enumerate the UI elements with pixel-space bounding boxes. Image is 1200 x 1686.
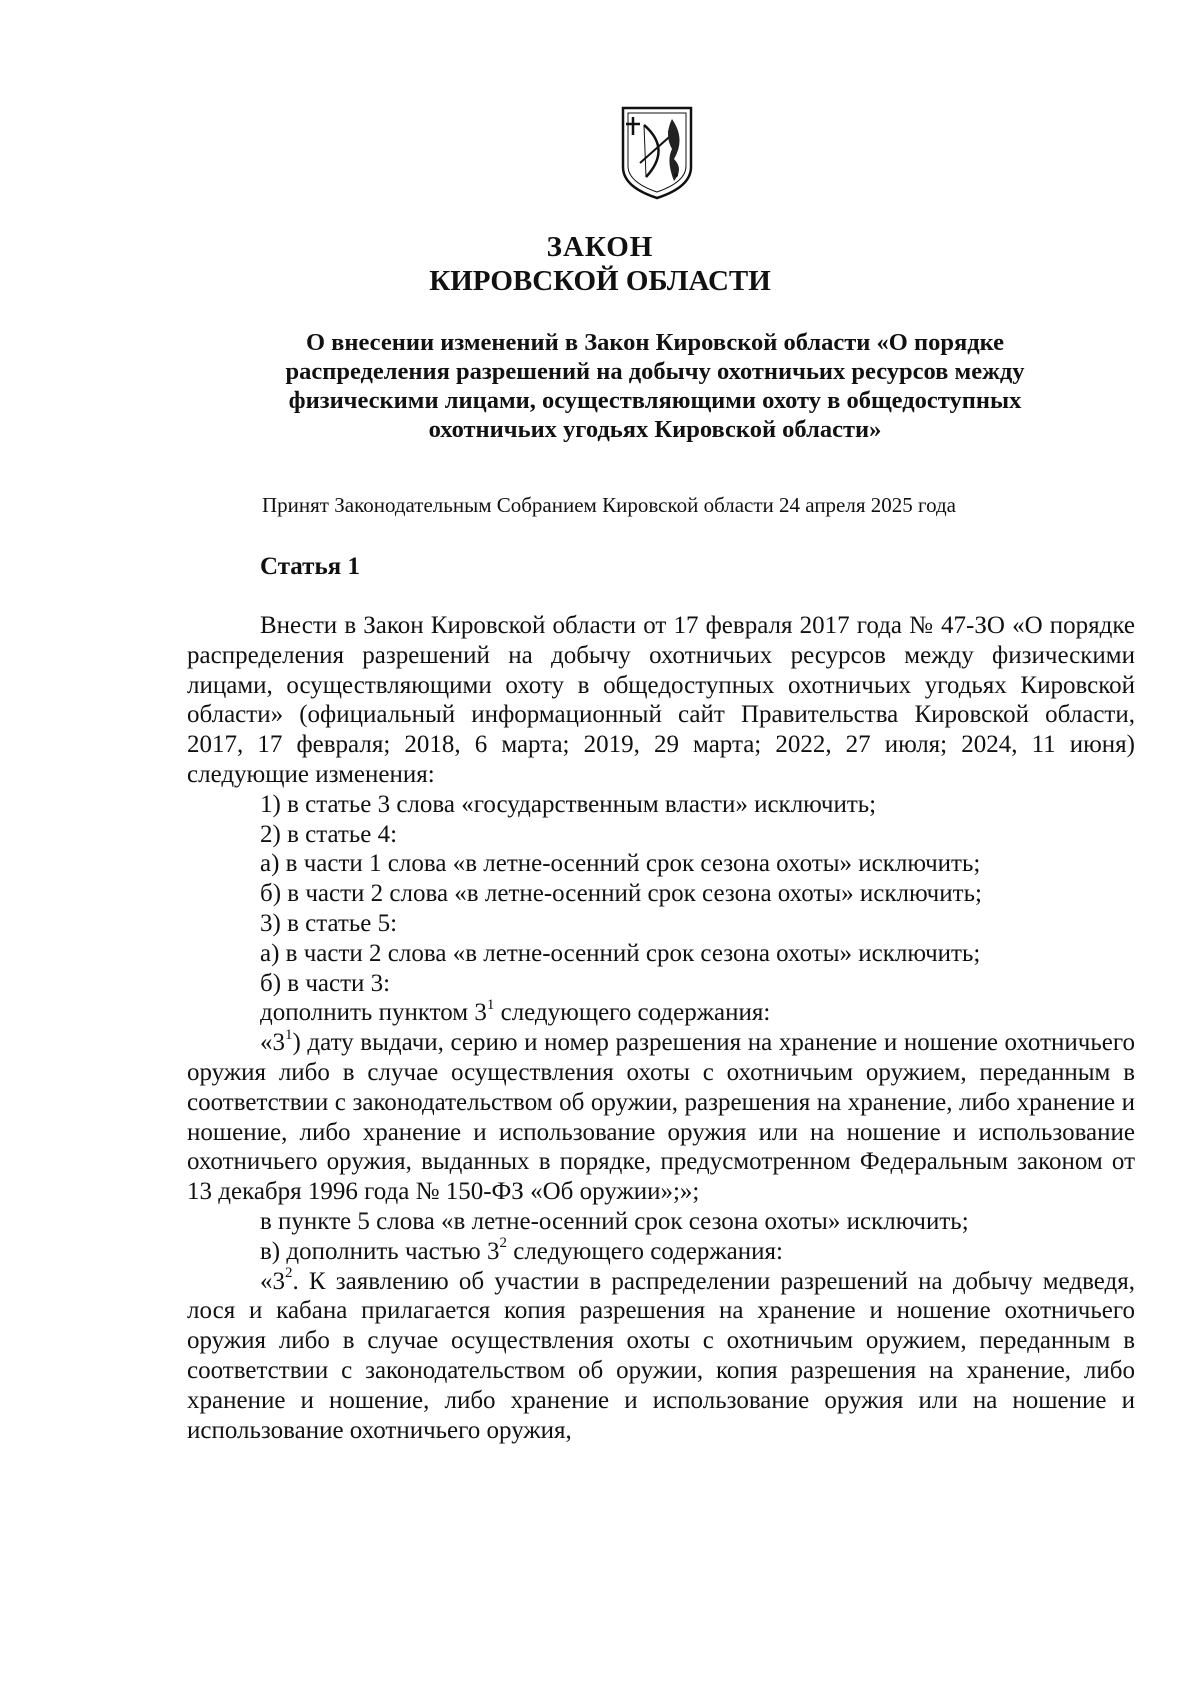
superscript: 1 bbox=[486, 996, 495, 1013]
supplement-post: следующего содержания: bbox=[494, 999, 771, 1027]
quote-point-3-1 bbox=[187, 1028, 1135, 1207]
item-2b: б) в части 2 слова «в летне-осенний срок сезона охоты» исключить; bbox=[260, 880, 982, 908]
article-heading: Статья 1 bbox=[260, 553, 360, 580]
quote-text: . К заявлению об участии в распределении разрешений на добычу медведя, лося и кабана прилагается копия разрешения на хранение и ношение охотничьего оружия либо в случае осуществления охоты с охотничьим оружием, переданным в соответствии с законодательством об оружии, копия разрешения на хранение, либо хранение и ношение, либо хранение и использование оружия или на ношение и использование охотничьего оружия, bbox=[187, 1267, 1135, 1444]
law-subject: О внесении изменений в Закон Кировской области «О порядке распределения разрешений на добычу охотничьих ресурсов между физическими лицами, осуществляющими охоту в общедоступных охотничьих угодьях Кировской области» bbox=[285, 329, 1025, 443]
quote-text: ) дату выдачи, серию и номер разрешения на хранение и ношение охотничьего оружия либо в случае осуществления охоты с охотничьим оружием, переданным в соответствии с законодательством об оружии, разрешения на хранение, либо хранение и ношение, либо хранение и использование оружия или на ношение и использование охотничьего оружия, выданных в порядке, предусмотренном Федеральным законом от 13 декабря 1996 года № 150-ФЗ «Об оружии»;»; bbox=[187, 1029, 1135, 1206]
law-title bbox=[0, 230, 1200, 298]
superscript: 1 bbox=[285, 1026, 293, 1043]
item-3: 3) в статье 5: bbox=[260, 909, 398, 937]
quote-open: «3 bbox=[260, 1267, 285, 1295]
supplement-pre: дополнить пунктом 3 bbox=[260, 999, 487, 1027]
item-3b: б) в части 3: bbox=[260, 969, 391, 997]
item-2a: а) в части 1 слова «в летне-осенний срок сезона охоты» исключить; bbox=[260, 850, 981, 878]
title-line-1: ЗАКОН bbox=[546, 231, 654, 263]
article-body bbox=[187, 611, 1135, 1445]
item-3v-pre: в) дополнить частью 3 bbox=[260, 1237, 500, 1265]
superscript: 2 bbox=[285, 1264, 293, 1281]
quote-open: «3 bbox=[260, 1029, 285, 1057]
supplement-point-3-1 bbox=[187, 998, 1135, 1028]
item-3a: а) в части 2 слова «в летне-осенний срок сезона охоты» исключить; bbox=[260, 939, 981, 967]
quote-part-3-2 bbox=[187, 1264, 1135, 1446]
superscript: 2 bbox=[499, 1235, 507, 1252]
adoption-note: Принят Законодательным Собранием Кировской области 24 апреля 2025 года bbox=[262, 493, 957, 517]
intro-paragraph: Внести в Закон Кировской области от 17 февраля 2017 года № 47-ЗО «О порядке распределения разрешений на добычу охотничьих ресурсов между физическими лицами, осуществляющими охоту в общедоступных охотничьих угодьях Кировской области» (официальный информационный сайт Правительства Кировской области, 2017, 17 февраля; 2018, 6 марта; 2019, 29 марта; 2022, 27 июля; 2024, 11 июня) следующие изменения: bbox=[187, 612, 1135, 788]
item-3v-post: следующего содержания: bbox=[506, 1237, 783, 1265]
item-2: 2) в статье 4: bbox=[260, 820, 398, 848]
title-line-2: КИРОВСКОЙ ОБЛАСТИ bbox=[429, 265, 771, 297]
item-point-5: в пункте 5 слова «в летне-осенний срок сезона охоты» исключить; bbox=[260, 1207, 969, 1235]
item-1: 1) в статье 3 слова «государственным власти» исключить; bbox=[260, 790, 877, 818]
coat-of-arms-emblem bbox=[620, 105, 694, 201]
item-3v bbox=[187, 1237, 1135, 1267]
